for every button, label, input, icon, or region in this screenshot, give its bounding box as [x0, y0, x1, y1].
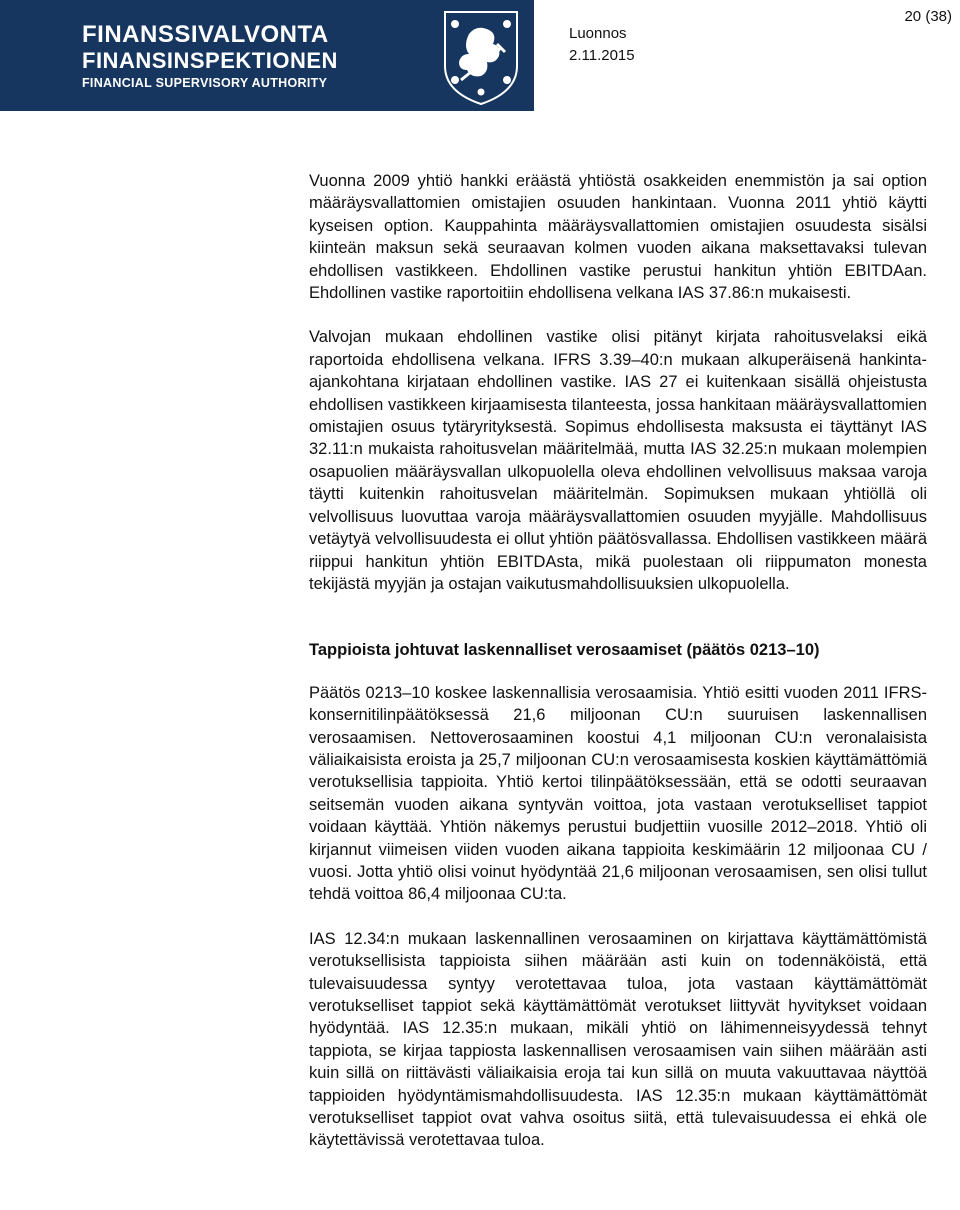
paragraph-1: Vuonna 2009 yhtiö hankki eräästä yhtiöstä osakkeiden enemmistön ja sai option määräysvallattomien omistajien osuuden hankintaan. Vuonna 2011 yhtiö käytti kyseisen option. Kauppahinta määräysvallattomien omistajien osuudesta sisälsi kiinteän maksun sekä seuraavan kolmen vuoden aikana maksettavaksi tulevan ehdollisen vastikkeen. Ehdollinen vastike perustui hankitun yhtiön EBITDAan. Ehdollinen vastike raportoitiin ehdollisena velkana IAS 37.86:n mukaisesti.	[309, 172, 927, 303]
logo-line-2: FINANSINSPEKTIONEN	[82, 48, 338, 73]
paragraph-2: Valvojan mukaan ehdollinen vastike olisi pitänyt kirjata rahoitusvelaksi eikä raportoida ehdollisena velkana. IFRS 3.39–40:n mukaan alkuperäisenä hankinta-ajankohtana kirjataan ehdollinen vastike. IAS 27 ei kuitenkaan sisällä ohjeistusta ehdollisen vastikkeen kirjaamisesta tilanteesta, jossa hankitaan määräysvallattomien omistajien osuus tytäryrityksestä. Sopimus ehdollisesta maksusta ei täyttänyt IAS 32.11:n mukaista rahoitusvelan määritelmää, mutta IAS 32.25:n mukaan molempien osapuolien määräysvallan ulkopuolella oleva ehdollinen velvollisuus maksaa varoja täytti kuitenkin rahoitusvelan määritelmän. Sopimuksen mukaan yhtiöllä oli velvollisuus luovuttaa varoja määräysvallattomien osuuden myyjälle. Mahdollisuus vetäytyä velvollisuudesta ei ollut yhtiön päätösvallassa. Ehdollisen vastikkeen määrä riippui hankitun yhtiön EBITDAsta, mikä puolestaan oli riippumaton monesta tekijästä myyjän ja ostajan vaikutusmahdollisuuksien ulkopuolella.	[309, 328, 927, 593]
document-body	[309, 170, 927, 1152]
page-number: 20 (38)	[904, 8, 952, 25]
logo-line-3: FINANCIAL SUPERVISORY AUTHORITY	[82, 76, 328, 90]
paragraph-4: IAS 12.34:n mukaan laskennallinen verosaaminen on kirjattava käyttämättömistä verotuksellisista tappioista siihen määrään asti kuin on todennäköistä, että tulevaisuudessa syntyy verotettavaa tuloa, jota vastaan käyttämättömät verotukselliset tappiot sekä käyttämättömät verotukset liittyvät hyvitykset voidaan hyödyntää. IAS 12.35:n mukaan, mikäli yhtiö on lähimenneisyydessä tehnyt tappiota, se kirjaa tappiosta laskennallisen verosaamisen vain siihen määrään asti kuin sillä on riittävästi väliaikaisia eroja tai kun sillä on muuta vakuuttavaa näyttöä tappioiden hyödyntämismahdollisuudesta. IAS 12.35:n mukaan käyttämättömät verotukselliset tappiot ovat vahva osoitus siitä, että tulevaisuudessa ei ehkä ole käytettävissä verotettavaa tuloa.	[309, 929, 927, 1150]
finanssivalvonta-logo	[0, 0, 534, 111]
document-status: Luonnos	[569, 25, 627, 42]
logo-wordmark	[82, 22, 338, 92]
paragraph-3: Päätös 0213–10 koskee laskennallisia verosaamisia. Yhtiö esitti vuoden 2011 IFRS-konsernitilinpäätöksessä 21,6 miljoonan CU:n suuruisen laskennallisen verosaamisen. Nettoverosaaminen koostui 4,1 miljoonan CU:n veronalaisista väliaikaisista eroista ja 25,7 miljoonan CU:n verosaamisesta koskien käyttämättömiä verotuksellisia tappioita. Yhtiö kertoi tilinpäätöksessään, että se odotti seuraavan seitsemän vuoden aikana syntyvän voittoa, jota vastaan verotukselliset tappiot voidaan käyttää. Yhtiön näkemys perustui budjettiin vuosille 2012–2018. Yhtiö oli kirjannut viimeisen viiden vuoden aikana tappioita keskimäärin 12 miljoonaa CU / vuosi. Jotta yhtiö olisi voinut hyödyntää 21,6 miljoonan verosaamisen, sen olisi tullut tehdä voittoa 86,4 miljoonaa CU:ta.	[309, 683, 927, 904]
document-date: 2.11.2015	[569, 47, 635, 64]
lion-emblem-icon	[431, 4, 531, 108]
logo-line-1: FINANSSIVALVONTA	[82, 21, 329, 48]
section-heading: Tappioista johtuvat laskennalliset verosaamiset (päätös 0213–10)	[309, 641, 820, 660]
